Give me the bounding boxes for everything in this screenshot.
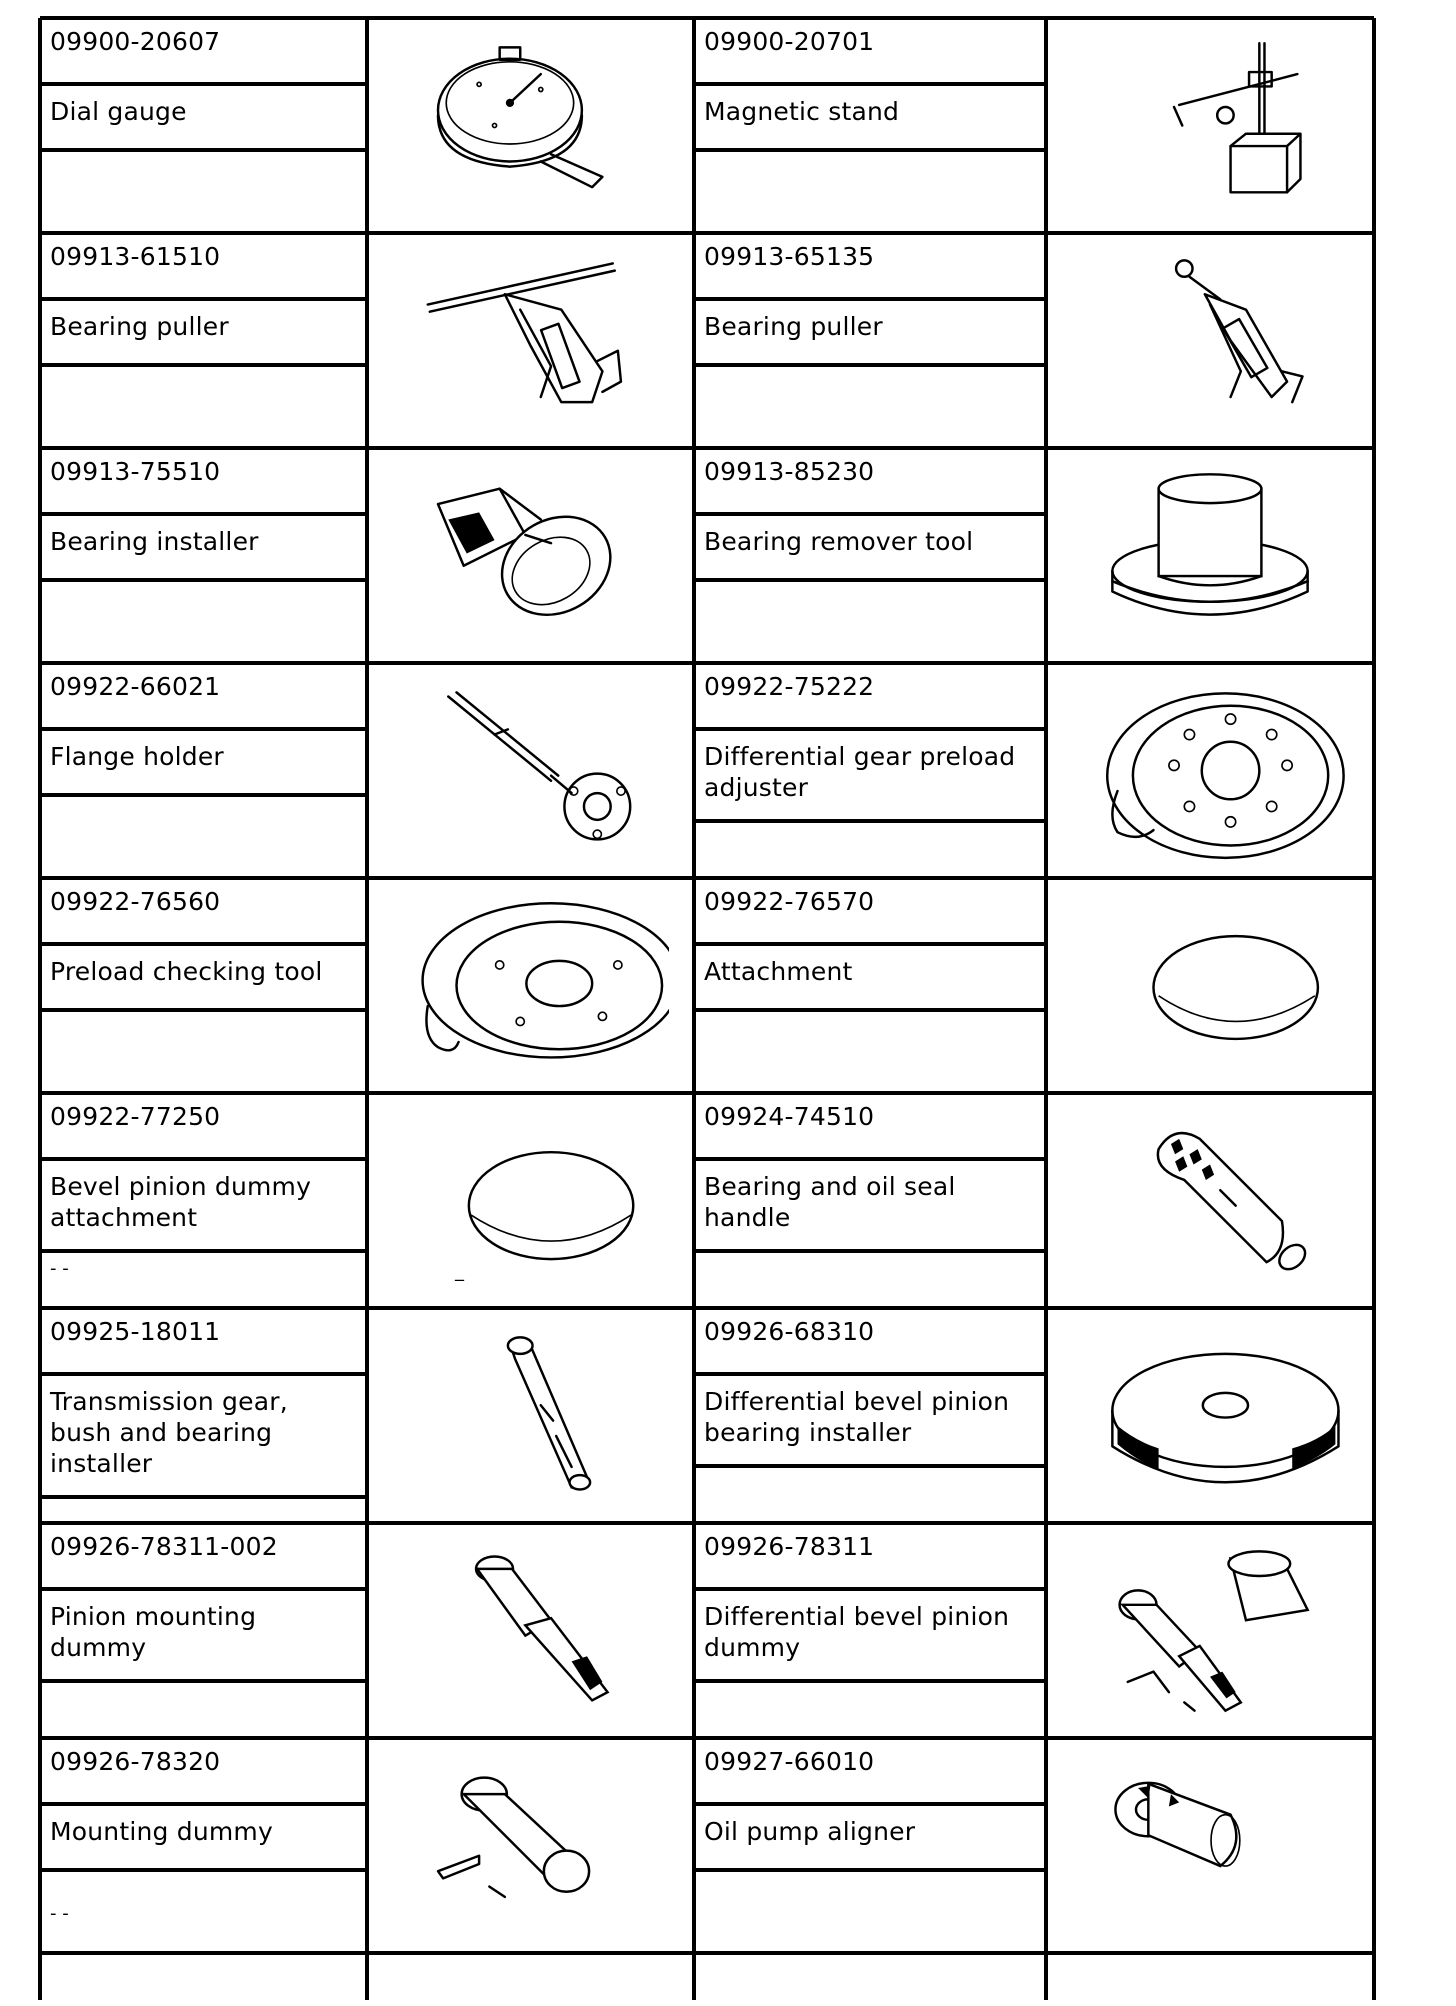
- right-part-number-4: 09922-76570: [704, 887, 875, 916]
- row-rule-7: [40, 1521, 1374, 1525]
- dial-gauge-icon: [392, 33, 669, 218]
- right-part-no-rule-5: [694, 1157, 1046, 1161]
- left-part-number-7: 09926-78311-002: [50, 1532, 278, 1561]
- left-tool-name-4: Preload checking tool: [50, 957, 323, 986]
- right-part-number-0: 09900-20701: [704, 27, 875, 56]
- left-part-no-rule-8: [40, 1802, 367, 1806]
- left-tool-name-2: Bearing installer: [50, 527, 259, 556]
- left-name-rule-7: [40, 1679, 367, 1683]
- row-rule-final: [40, 1951, 1374, 1955]
- left-part-number-6: 09925-18011: [50, 1317, 221, 1346]
- pinion-mounting-dummy-icon: [392, 1538, 669, 1723]
- row-rule-4: [40, 876, 1374, 880]
- left-name-rule-2: [40, 578, 367, 582]
- right-tool-name-8: Oil pump aligner: [704, 1817, 916, 1846]
- bearing-oil-seal-handle-icon: [1071, 1108, 1349, 1293]
- bearing-puller-bar-icon: [392, 248, 669, 433]
- left-name-rule-6: [40, 1495, 367, 1499]
- right-part-number-8: 09927-66010: [704, 1747, 875, 1776]
- left-part-number-0: 09900-20607: [50, 27, 221, 56]
- right-part-no-rule-7: [694, 1587, 1046, 1591]
- row-rule-8: [40, 1736, 1374, 1740]
- preload-checking-tool-icon: [392, 893, 669, 1078]
- left-part-no-rule-2: [40, 512, 367, 516]
- right-tool-name-2: Bearing remover tool: [704, 527, 974, 556]
- attachment-disc-icon: [1071, 893, 1349, 1078]
- left-part-no-rule-6: [40, 1372, 367, 1376]
- left-tool-name-7: Pinion mounting dummy: [50, 1602, 257, 1662]
- row-rule-5: [40, 1091, 1374, 1095]
- bearing-installer-icon: [392, 463, 669, 648]
- oil-pump-aligner-icon: [1071, 1753, 1349, 1938]
- right-part-number-7: 09926-78311: [704, 1532, 875, 1561]
- right-name-rule-5: [694, 1249, 1046, 1253]
- right-part-no-rule-4: [694, 942, 1046, 946]
- left-tool-name-1: Bearing puller: [50, 312, 229, 341]
- left-part-no-rule-4: [40, 942, 367, 946]
- left-tool-name-3: Flange holder: [50, 742, 224, 771]
- row-rule-1: [40, 231, 1374, 235]
- row-rule-3: [40, 661, 1374, 665]
- bearing-remover-tool-icon: [1071, 463, 1349, 648]
- left-part-number-2: 09913-75510: [50, 457, 221, 486]
- right-tool-name-4: Attachment: [704, 957, 853, 986]
- row-rule-2: [40, 446, 1374, 450]
- transmission-installer-icon: [392, 1323, 669, 1508]
- right-part-number-6: 09926-68310: [704, 1317, 875, 1346]
- right-part-number-2: 09913-85230: [704, 457, 875, 486]
- left-name-rule-5: [40, 1249, 367, 1253]
- stray-dash-mark-1: - -: [50, 1258, 69, 1279]
- flange-holder-icon: [392, 678, 669, 863]
- left-tool-name-8: Mounting dummy: [50, 1817, 273, 1846]
- left-part-number-1: 09913-61510: [50, 242, 221, 271]
- left-part-no-rule-5: [40, 1157, 367, 1161]
- left-name-rule-4: [40, 1008, 367, 1012]
- row-rule-6: [40, 1306, 1374, 1310]
- right-part-no-rule-3: [694, 727, 1046, 731]
- right-name-rule-7: [694, 1679, 1046, 1683]
- left-name-rule-3: [40, 793, 367, 797]
- right-part-number-3: 09922-75222: [704, 672, 875, 701]
- right-name-rule-2: [694, 578, 1046, 582]
- right-name-rule-1: [694, 363, 1046, 367]
- left-name-rule-0: [40, 148, 367, 152]
- right-name-rule-0: [694, 148, 1046, 152]
- left-part-number-5: 09922-77250: [50, 1102, 221, 1131]
- right-tool-name-5: Bearing and oil seal handle: [704, 1172, 956, 1232]
- right-part-no-rule-6: [694, 1372, 1046, 1376]
- differential-bevel-pinion-dummy-icon: [1071, 1538, 1349, 1723]
- right-name-rule-4: [694, 1008, 1046, 1012]
- bearing-puller-icon: [1071, 248, 1349, 433]
- right-tool-name-1: Bearing puller: [704, 312, 883, 341]
- bevel-pinion-attachment-icon: [392, 1108, 669, 1293]
- left-tool-name-6: Transmission gear, bush and bearing installer: [50, 1387, 288, 1478]
- right-part-no-rule-1: [694, 297, 1046, 301]
- left-tool-name-0: Dial gauge: [50, 97, 187, 126]
- right-part-number-1: 09913-65135: [704, 242, 875, 271]
- right-tool-name-6: Differential bevel pinion bearing installer: [704, 1387, 1010, 1447]
- vertical-rule-4: [1372, 18, 1376, 2000]
- row-rule-0: [40, 16, 1374, 20]
- right-tool-name-7: Differential bevel pinion dummy: [704, 1602, 1010, 1662]
- magnetic-stand-icon: [1071, 33, 1349, 218]
- bevel-pinion-bearing-installer-icon: [1071, 1323, 1349, 1508]
- left-part-no-rule-0: [40, 82, 367, 86]
- right-tool-name-0: Magnetic stand: [704, 97, 900, 126]
- left-part-number-3: 09922-66021: [50, 672, 221, 701]
- stray-dash-mark-2: - -: [50, 1903, 69, 1924]
- left-part-no-rule-3: [40, 727, 367, 731]
- right-name-rule-6: [694, 1464, 1046, 1468]
- right-part-no-rule-2: [694, 512, 1046, 516]
- right-part-no-rule-8: [694, 1802, 1046, 1806]
- right-name-rule-3: [694, 819, 1046, 823]
- left-name-rule-1: [40, 363, 367, 367]
- right-part-number-5: 09924-74510: [704, 1102, 875, 1131]
- left-part-no-rule-7: [40, 1587, 367, 1591]
- left-tool-name-5: Bevel pinion dummy attachment: [50, 1172, 312, 1232]
- right-tool-name-3: Differential gear preload adjuster: [704, 742, 1016, 802]
- right-part-no-rule-0: [694, 82, 1046, 86]
- left-part-number-4: 09922-76560: [50, 887, 221, 916]
- left-part-number-8: 09926-78320: [50, 1747, 221, 1776]
- preload-adjuster-icon: [1071, 678, 1349, 863]
- right-name-rule-8: [694, 1868, 1046, 1872]
- stray-underscore-mark: _: [455, 1261, 464, 1282]
- left-part-no-rule-1: [40, 297, 367, 301]
- mounting-dummy-icon: [392, 1753, 669, 1938]
- left-name-rule-8: [40, 1868, 367, 1872]
